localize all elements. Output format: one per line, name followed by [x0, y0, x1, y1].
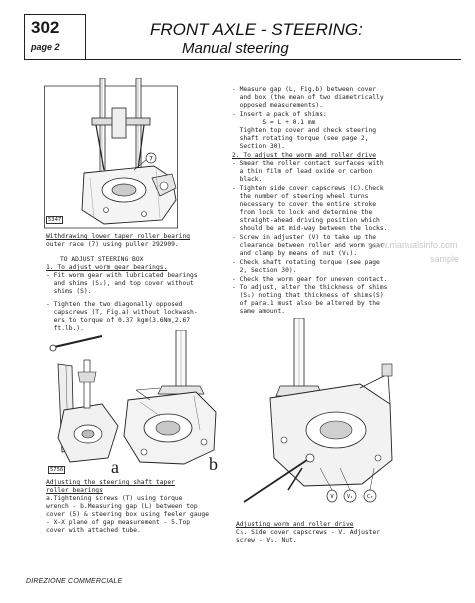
right-text-line: - Measure gap (L, Fig.b) between cover — [232, 86, 377, 93]
watermark-sample: sample — [430, 254, 460, 264]
page-title: FRONT AXLE - STEERING: — [150, 20, 363, 39]
fig3-callout-V1: V₁ — [346, 494, 354, 500]
section-heading: TO ADJUST STEERING BOX — [60, 256, 144, 263]
right-text-line: same amount. — [232, 308, 286, 315]
right-text-line: and box (the mean of two diametrically — [232, 94, 384, 101]
fig1-caption-line-2: outer race (7) using puller 292909. — [46, 241, 179, 248]
right-text-line: the number of steering wheel turns — [232, 193, 369, 200]
left-bullet-line: ers to torque of 0.37 kgm(3.6Nm,2.67 — [46, 317, 191, 324]
fig3-caption-line: C₃. Side cover capscrews - V. Adjuster — [236, 529, 381, 536]
right-text-line: (S₁) noting that thickness of shims(S) — [232, 292, 384, 299]
right-text-line: - To adjust, alter the thickness of shims — [232, 284, 388, 291]
fig2-caption-line: a.Tightening screws (T) using torque — [46, 495, 183, 502]
fig2-letter-b: b — [209, 454, 218, 474]
right-text-line: Section 30). — [232, 143, 286, 150]
step-1-heading: 1. To adjust worm gear bearings. — [46, 264, 168, 271]
right-text-line: black. — [232, 176, 263, 183]
fig3-caption-line: screw - V₁. Nut. — [236, 537, 297, 544]
right-text-line: opposed measurements). — [232, 102, 323, 109]
right-text-line: - Check the worm gear for uneven contact. — [232, 276, 388, 283]
right-text-line: a thin film of lead oxide or carbon — [232, 168, 373, 175]
figure-worm-roller-adjustment — [240, 318, 425, 508]
fig3-caption-title: Adjusting worm and roller drive — [236, 521, 354, 528]
header-rule — [86, 59, 461, 60]
fig2-caption-line: cover with attached tube. — [46, 527, 141, 534]
fig2-caption-line: cover (5) & steering box using feeler gauge — [46, 511, 210, 518]
right-text-line: - Smear the roller contact surfaces with — [232, 160, 384, 167]
right-text-line: S = L + 0.1 mm — [232, 119, 316, 126]
fig2-caption-line: Adjusting the steering shaft taper — [46, 479, 175, 486]
right-text-line: Tighten top cover and check steering — [232, 127, 377, 134]
right-text-line: and clamp by means of nut (V₁). — [232, 250, 358, 257]
right-text-line: - Tighten side cover capscrews (C).Check — [232, 185, 384, 192]
fig1-tag: 5347 — [48, 217, 62, 223]
right-text-line: from lock to lock and determine the — [232, 209, 373, 216]
left-bullet-line: and shims (S₁), and top cover without — [46, 280, 194, 287]
left-bullet-line: - Fit worm gear with lubricated bearings — [46, 272, 198, 279]
page-sub-label: page 2 — [31, 42, 60, 52]
step-2-heading: 2. To adjust the worm and roller drive — [232, 152, 377, 159]
page-subtitle: Manual steering — [182, 40, 289, 57]
right-text-line: - Insert a pack of shims: — [232, 111, 327, 118]
fig2-tag: 5756 — [50, 467, 64, 473]
figure-adjusting-bearings — [44, 330, 224, 468]
right-text-line: clearance between roller and worm gear — [232, 242, 384, 249]
right-text-line: - Check shaft rotating torque (see page — [232, 259, 380, 266]
fig1-callout-label: 7 — [149, 155, 153, 163]
figure-puller-illustration — [44, 78, 194, 230]
right-text-line: 2, Section 30). — [232, 267, 297, 274]
footer-label: DIREZIONE COMMERCIALE — [26, 578, 123, 585]
fig3-callout-C3: C₃ — [366, 494, 374, 500]
fig2-letter-a: a — [111, 457, 119, 477]
fig1-caption-line-1: Withdrawing lower taper roller bearing — [46, 233, 191, 240]
left-bullet-line: shims (S). — [46, 288, 92, 295]
fig2-caption-line: - X-X plane of gap measurement - 5.Top — [46, 519, 191, 526]
page-number: 302 — [31, 18, 60, 37]
left-bullet-line: - Tighten the two diagonally opposed — [46, 301, 183, 308]
left-bullet-line: ft.lb.). — [46, 325, 84, 332]
page-number-box — [24, 14, 86, 60]
right-text-line: - Screw in adjuster (V) to take up the — [232, 234, 377, 241]
fig3-callout-V: V — [330, 494, 334, 500]
right-text-line: should be at mid-way between the locks. — [232, 225, 388, 232]
right-text-line: shaft rotating torque (see page 2, — [232, 135, 369, 142]
fig2-caption-line: roller bearings — [46, 487, 103, 494]
right-text-line: of para.1 must also be altered by the — [232, 300, 380, 307]
fig2-caption-line: wrench - b.Measuring gap (L) between top — [46, 503, 198, 510]
watermark-site: www.manualsinfo.com — [368, 240, 458, 250]
left-bullet-line: capscrews (T, Fig.a) without lockwash- — [46, 309, 198, 316]
right-text-line: straight-ahead driving position which — [232, 217, 380, 224]
right-text-line: necessary to cover the entire stroke — [232, 201, 377, 208]
